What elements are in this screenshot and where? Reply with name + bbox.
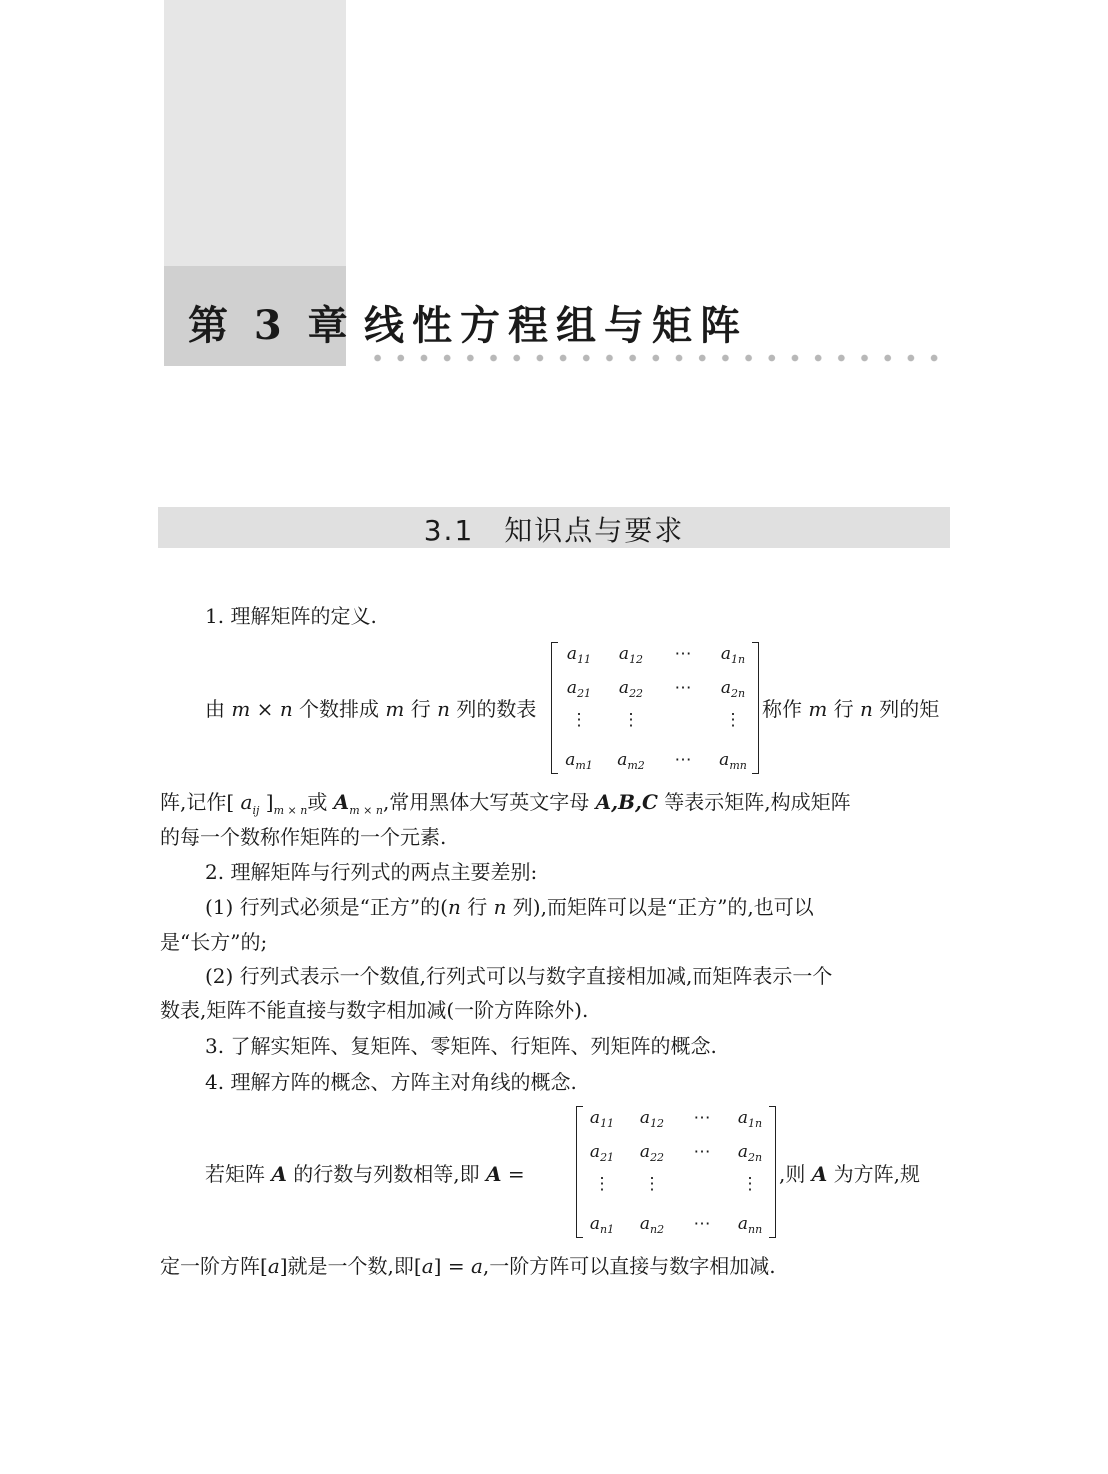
square-matrix-a <box>576 1106 776 1238</box>
matrix-entry: $a_{n2}$ <box>639 1214 665 1236</box>
matrix-entry: $a_{m1}$ <box>565 750 593 772</box>
matrix-entry: ⋮ <box>741 1174 759 1194</box>
matrix-entry: $a_{12}$ <box>639 1108 665 1130</box>
matrix-entry: $a_{1n}$ <box>737 1108 763 1130</box>
matrix-entry: ⋯ <box>674 750 692 770</box>
matrix-entry: ⋯ <box>693 1214 711 1234</box>
matrix-entry: $a_{11}$ <box>566 644 592 666</box>
paragraph-11: 4. 理解方阵的概念、方阵主对角线的概念. <box>205 1070 577 1094</box>
chapter-header-background <box>164 0 346 266</box>
matrix-entry: $a_{21}$ <box>589 1142 615 1164</box>
dotted-rule <box>366 351 946 365</box>
matrix-entry: ⋮ <box>643 1174 661 1194</box>
chapter-title: 线性方程组与矩阵 <box>364 302 748 349</box>
matrix-entry: ⋮ <box>622 710 640 730</box>
matrix-entry: $a_{2n}$ <box>720 678 746 700</box>
paragraph-3: 阵,记作[ $a_{ij}$ ]$_{m \times n}$或 $A_{m \times n}$,常用黑体大写英文字母 A,B,C 等表示矩阵,构成矩阵 <box>160 790 851 817</box>
matrix-entry: $a_{n1}$ <box>589 1214 615 1236</box>
paragraph-6: (1) 行列式必须是“正方”的(n 行 n 列),而矩阵可以是“正方”的,也可以 <box>205 895 814 919</box>
section-title: 3.1 知识点与要求 <box>423 514 685 547</box>
matrix-entry: ⋯ <box>674 678 692 698</box>
matrix-entry: ⋯ <box>674 644 692 664</box>
paragraph-12-tail: ,则 A 为方阵,规 <box>779 1162 920 1186</box>
matrix-entry: $a_{22}$ <box>618 678 644 700</box>
matrix-entry: $a_{11}$ <box>589 1108 615 1130</box>
paragraph-1: 1. 理解矩阵的定义. <box>205 604 377 628</box>
paragraph-12-lead: 若矩阵 A 的行数与列数相等,即 A = <box>205 1162 525 1186</box>
paragraph-4: 的每一个数称作矩阵的一个元素. <box>160 825 447 849</box>
matrix-entry: $a_{nn}$ <box>737 1214 763 1236</box>
paragraph-8: (2) 行列式表示一个数值,行列式可以与数字直接相加减,而矩阵表示一个 <box>205 964 833 988</box>
paragraph-2-tail: 称作 m 行 n 列的矩 <box>762 697 940 721</box>
matrix-entry: $a_{21}$ <box>566 678 592 700</box>
section-heading-bar <box>158 507 950 548</box>
matrix-m-by-n <box>551 642 759 774</box>
paragraph-5: 2. 理解矩阵与行列式的两点主要差别: <box>205 860 538 884</box>
matrix-entry: $a_{1n}$ <box>720 644 746 666</box>
paragraph-9: 数表,矩阵不能直接与数字相加减(一阶方阵除外). <box>160 998 589 1022</box>
matrix-entry: ⋮ <box>724 710 742 730</box>
matrix-entry: ⋮ <box>593 1174 611 1194</box>
paragraph-7: 是“长方”的; <box>160 930 268 954</box>
matrix-entry: ⋮ <box>570 710 588 730</box>
paragraph-2-lead: 由 m × n 个数排成 m 行 n 列的数表 <box>205 697 537 721</box>
matrix-entry: ⋯ <box>693 1108 711 1128</box>
matrix-entry: $a_{2n}$ <box>737 1142 763 1164</box>
matrix-entry: $a_{22}$ <box>639 1142 665 1164</box>
matrix-entry: $a_{m2}$ <box>617 750 645 772</box>
paragraph-13: 定一阶方阵[a]就是一个数,即[a] = a,一阶方阵可以直接与数字相加减. <box>160 1254 776 1278</box>
matrix-entry: $a_{12}$ <box>618 644 644 666</box>
matrix-entry: $a_{mn}$ <box>719 750 747 772</box>
matrix-entry: ⋯ <box>693 1142 711 1162</box>
paragraph-10: 3. 了解实矩阵、复矩阵、零矩阵、行矩阵、列矩阵的概念. <box>205 1034 717 1058</box>
chapter-label: 第 3 章 <box>188 302 354 349</box>
